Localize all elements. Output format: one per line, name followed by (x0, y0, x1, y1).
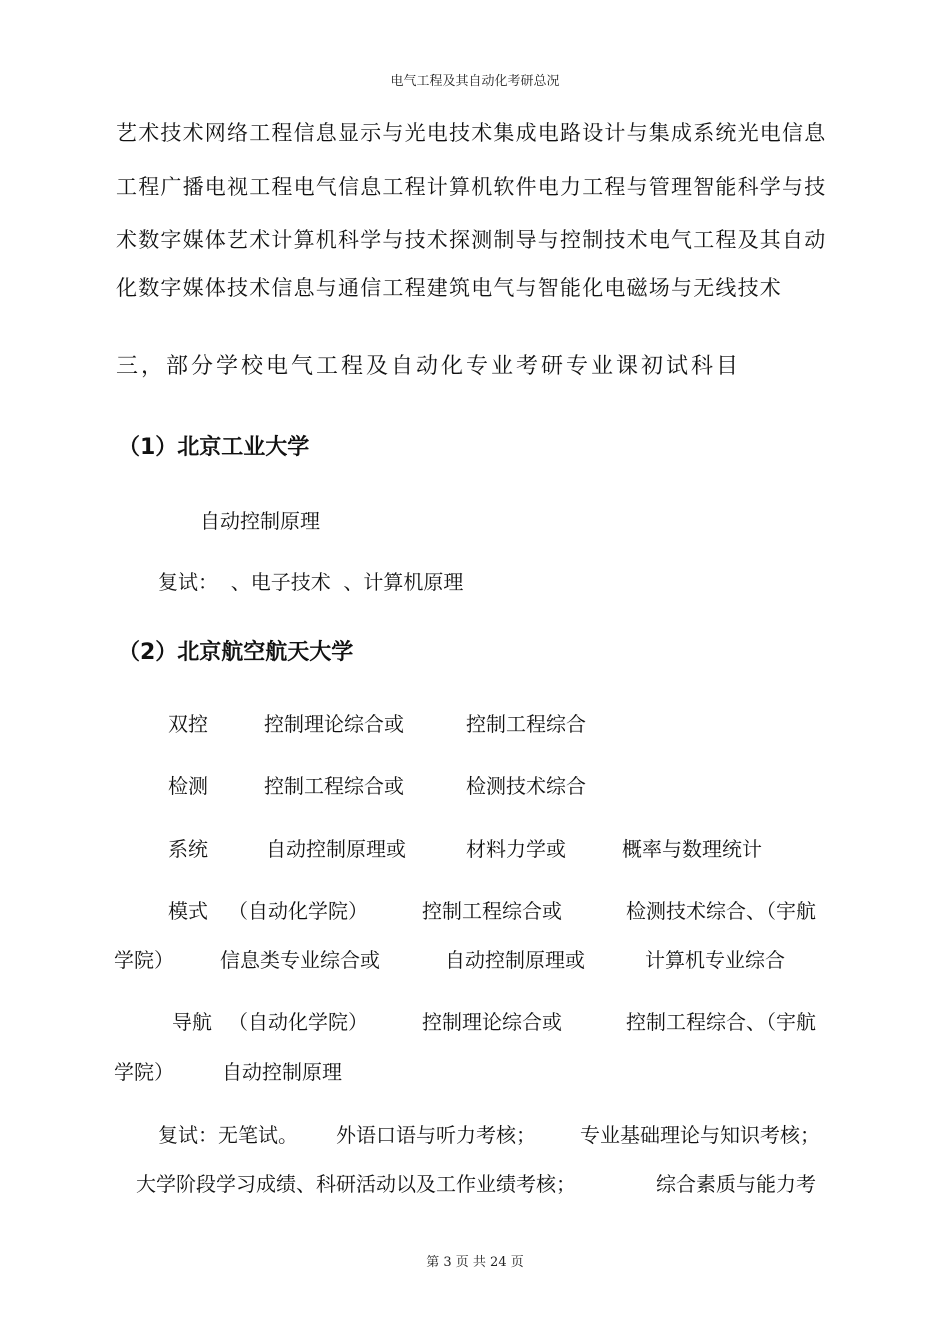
exam-subject: 自动控制原理或 (445, 948, 585, 972)
page-number: 第 3 页 共 24 页 (426, 1255, 524, 1270)
page-header: 电气工程及其自动化考研总况 (390, 74, 560, 89)
exam-subject: 检测技术综合 (466, 774, 586, 798)
body-text-line: 艺术技术网络工程信息显示与光电技术集成电路设计与集成系统光电信息 (116, 121, 827, 145)
exam-subject: 材料力学或 (466, 837, 566, 861)
exam-subject: 控制工程综合或 (264, 774, 404, 798)
exam-subject: 计算机专业综合 (645, 948, 785, 972)
exam-subject: 控制理论综合或 (264, 712, 404, 736)
exam-subject: 自动控制原理或 (266, 837, 406, 861)
exam-subject: 概率与数理统计 (622, 837, 762, 861)
college-name: 学院） (114, 948, 174, 972)
retest-text: 专业基础理论与知识考核； (580, 1123, 820, 1147)
retest-text: 复试：无笔试。 (158, 1123, 298, 1147)
college-name: 学院） (114, 1060, 174, 1084)
major-name: 双控 (168, 712, 208, 736)
body-text-line: 化数字媒体技术信息与通信工程建筑电气与智能化电磁场与无线技术 (116, 276, 782, 300)
retest-text: 大学阶段学习成绩、科研活动以及工作业绩考核； (136, 1172, 576, 1196)
body-text-line: 术数字媒体艺术计算机科学与技术探测制导与控制技术电气工程及其自动 (116, 228, 827, 252)
exam-subject: 控制工程综合 (466, 712, 586, 736)
exam-subject: 信息类专业综合或 (220, 948, 380, 972)
retest-text: 外语口语与听力考核； (336, 1123, 536, 1147)
retest-text: 复试： 、电子技术 、计算机原理 (158, 570, 464, 594)
exam-subject: 控制工程综合、（宇航 (626, 1010, 816, 1034)
exam-subject: 自动控制原理 (200, 509, 320, 533)
college-name: （自动化学院） (228, 899, 368, 923)
major-name: 导航 (172, 1010, 212, 1034)
school-heading-bjut: （1）北京工业大学 (118, 435, 310, 460)
section-heading: 三，部分学校电气工程及自动化专业考研专业课初试科目 (116, 354, 742, 379)
major-name: 检测 (168, 774, 208, 798)
exam-subject: 自动控制原理 (222, 1060, 342, 1084)
school-heading-buaa: （2）北京航空航天大学 (118, 640, 354, 665)
major-name: 系统 (168, 837, 208, 861)
body-text-line: 工程广播电视工程电气信息工程计算机软件电力工程与管理智能科学与技 (116, 175, 827, 199)
exam-subject: 控制理论综合或 (422, 1010, 562, 1034)
retest-text: 综合素质与能力考 (656, 1172, 816, 1196)
exam-subject: 检测技术综合、（宇航 (626, 899, 816, 923)
college-name: （自动化学院） (228, 1010, 368, 1034)
major-name: 模式 (168, 899, 208, 923)
exam-subject: 控制工程综合或 (422, 899, 562, 923)
